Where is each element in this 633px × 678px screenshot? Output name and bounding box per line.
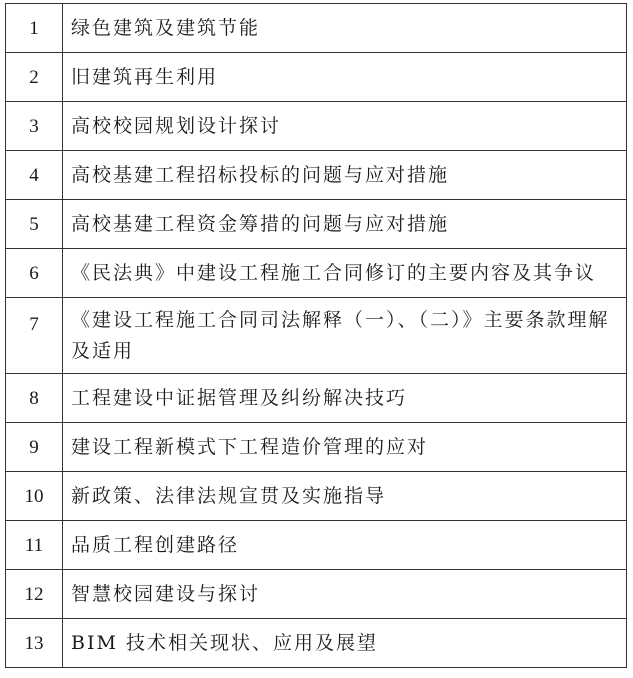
table-row (6, 102, 627, 151)
row-topic: BIM 技术相关现状、应用及展望 (63, 619, 627, 668)
row-topic: 旧建筑再生利用 (63, 53, 627, 102)
table-row (6, 249, 627, 298)
row-number: 3 (6, 102, 63, 151)
table-row (6, 472, 627, 521)
row-topic: 《建设工程施工合同司法解释（一）、（二）》主要条款理解及适用 (63, 298, 627, 374)
row-number: 12 (6, 570, 63, 619)
row-topic: 建设工程新模式下工程造价管理的应对 (63, 423, 627, 472)
row-number: 2 (6, 53, 63, 102)
table-row (6, 298, 627, 374)
table-row (6, 151, 627, 200)
row-number: 6 (6, 249, 63, 298)
row-topic: 《民法典》中建设工程施工合同修订的主要内容及其争议 (63, 249, 627, 298)
row-number: 10 (6, 472, 63, 521)
row-topic: 新政策、法律法规宣贯及实施指导 (63, 472, 627, 521)
row-number: 9 (6, 423, 63, 472)
row-number: 7 (6, 298, 63, 374)
row-number: 8 (6, 374, 63, 423)
row-number: 11 (6, 521, 63, 570)
row-topic: 绿色建筑及建筑节能 (63, 4, 627, 53)
table-row (6, 570, 627, 619)
table-row (6, 423, 627, 472)
row-topic: 高校基建工程资金筹措的问题与应对措施 (63, 200, 627, 249)
row-topic: 智慧校园建设与探讨 (63, 570, 627, 619)
table-row (6, 200, 627, 249)
row-number: 4 (6, 151, 63, 200)
row-number: 1 (6, 4, 63, 53)
row-topic: 工程建设中证据管理及纠纷解决技巧 (63, 374, 627, 423)
table-row (6, 53, 627, 102)
row-number: 5 (6, 200, 63, 249)
table-row (6, 521, 627, 570)
table-row (6, 374, 627, 423)
table-row (6, 619, 627, 668)
row-number: 13 (6, 619, 63, 668)
table-row (6, 4, 627, 53)
topics-table (5, 3, 627, 668)
row-topic: 品质工程创建路径 (63, 521, 627, 570)
row-topic: 高校校园规划设计探讨 (63, 102, 627, 151)
row-topic: 高校基建工程招标投标的问题与应对措施 (63, 151, 627, 200)
